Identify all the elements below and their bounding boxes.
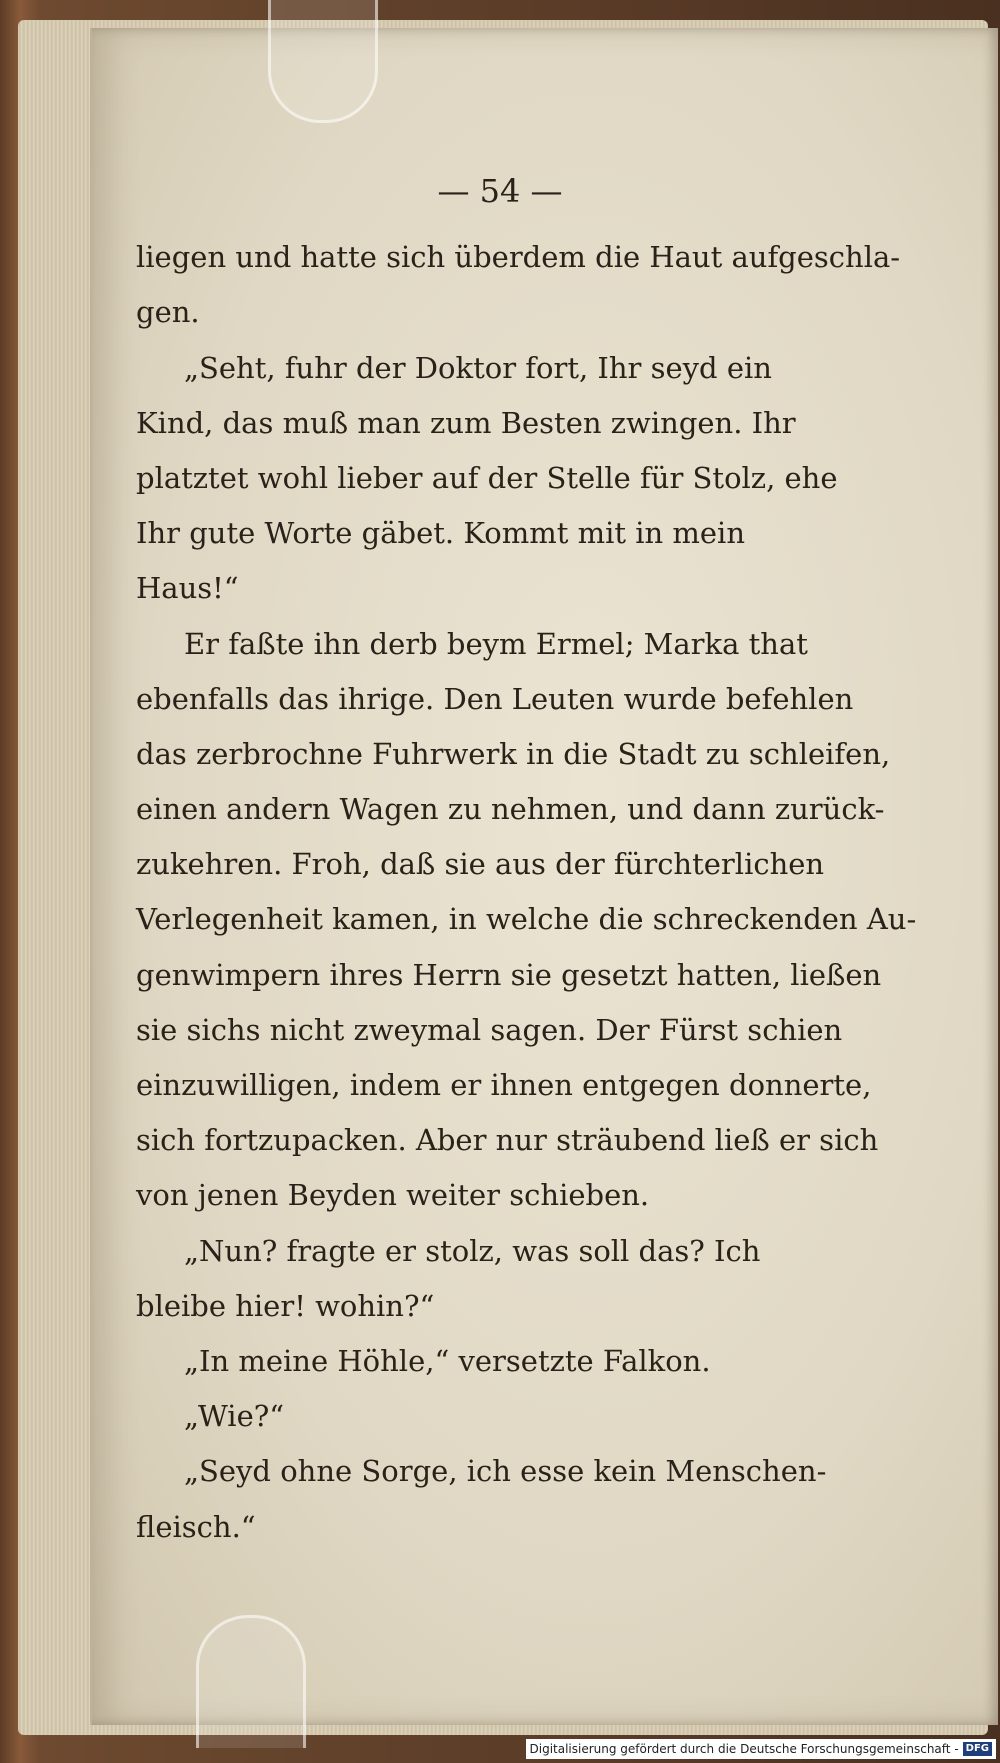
text-line: „Seht, fuhr der Doktor fort, Ihr seyd ein [184, 350, 772, 385]
dfg-logo: DFG [963, 1742, 992, 1756]
text-line: fleisch.“ [136, 1509, 256, 1544]
page-number: — 54 — [437, 172, 563, 210]
page-number-spacer [136, 175, 866, 230]
text-line: Kind, das muß man zum Besten zwingen. Ihr [136, 405, 796, 440]
text-line: das zerbrochne Fuhrwerk in die Stadt zu schleifen, [136, 736, 891, 771]
text-line: „Seyd ohne Sorge, ich esse kein Menschen- [184, 1454, 827, 1489]
top-page-clip [268, 0, 378, 123]
page-text [136, 175, 917, 1555]
credit-text: Digitalisierung gefördert durch die Deutsche Forschungsgemeinschaft - [529, 1742, 959, 1756]
text-line: einzuwilligen, indem er ihnen entgegen donnerte, [136, 1068, 872, 1102]
text-line: „Nun? fragte er stolz, was soll das? Ich [184, 1233, 761, 1268]
text-line: Er faßte ihn derb beym Ermel; Marka that [184, 626, 808, 661]
text-line: sie sichs nicht zweymal sagen. Der Fürst schien [136, 1012, 843, 1047]
text-line: genwimpern ihres Herrn sie gesetzt hatten, ließen [136, 957, 882, 992]
text-line: Verlegenheit kamen, in welche die schreckenden Au- [136, 902, 917, 937]
text-line: „In meine Höhle,“ versetzte Falkon. [184, 1343, 711, 1378]
text-line: „Wie?“ [184, 1399, 285, 1434]
text-line: bleibe hier! wohin?“ [136, 1288, 435, 1323]
text-line: einen andern Wagen zu nehmen, und dann zurück- [136, 792, 885, 827]
text-line: gen. [136, 295, 200, 330]
text-line: zukehren. Froh, daß sie aus der fürchterlichen [136, 847, 825, 882]
text-line: Haus!“ [136, 571, 239, 606]
text-line: Ihr gute Worte gäbet. Kommt mit in mein [136, 516, 745, 551]
bottom-page-clip [196, 1615, 306, 1748]
text-line: platztet wohl lieber auf der Stelle für Stolz, ehe [136, 460, 838, 495]
text-line: von jenen Beyden weiter schieben. [136, 1178, 650, 1213]
text-line: liegen und hatte sich überdem die Haut aufgeschla- [136, 240, 901, 275]
digitization-credit [526, 1739, 997, 1759]
text-line: sich fortzupacken. Aber nur sträubend ließ er sich [136, 1123, 879, 1158]
text-line: ebenfalls das ihrige. Den Leuten wurde befehlen [136, 681, 854, 716]
